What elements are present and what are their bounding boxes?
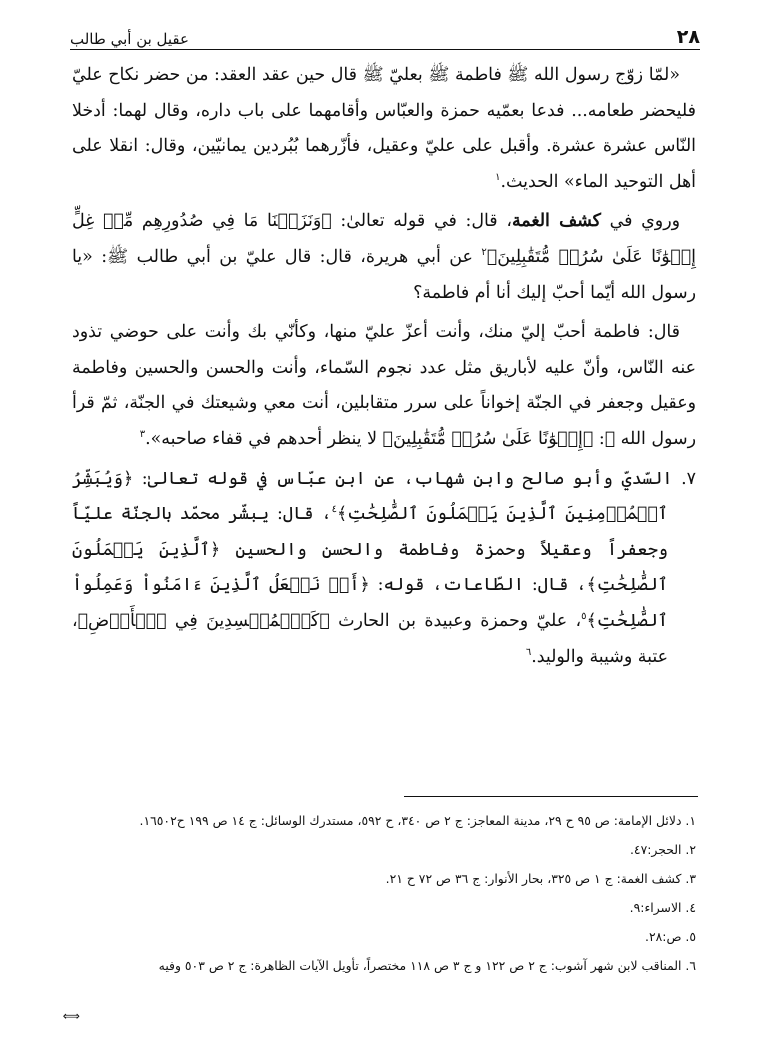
footnote: ٥. ص:٢٨. xyxy=(645,929,696,944)
footnote-ref: ٣ xyxy=(139,429,146,441)
footnote-ref: ٢ xyxy=(481,247,487,259)
header-rule xyxy=(70,49,700,50)
text-run: قال: فاطمة أحبّ إليّ منك، وأنت أعزّ عليّ منها، وكأنّي بك وأنت على حوضي تذود عنه النّاس، وأنّ عليه لأباريق مثل عدد نجوم السّماء، وأنت والحسن والحسين وفاطمة وعقيل وجعفر في الجنّة إخواناً على سرر متقابلين، أنت معي وشيعتك في الجنّة، ثمّ قرأ رسول الله ﷺ: ﴿إِخۡوَٰنًا عَلَىٰ سُرُرٖ مُّتَقَٰبِلِينَ﴾ لا ينظر أحدهم في قفاء صاحبه». xyxy=(72,322,696,449)
text-run: ، عليّ وحمزة وعبيدة بن الحارث ﴿كَٱلۡمُفۡسِدِينَ فِي ٱلۡأَرۡضِ﴾، عتبة وشيبة والوليد. xyxy=(72,610,668,667)
text-run: «لمّا زوّج رسول الله ﷺ فاطمة ﷺ بعليّ ﷺ قال حين عقد العقد: من حضر نكاح عليّ فليحضر طعامه... فدعا بعمّيه حمزة والعبّاس وأقامهما على باب داره، وقال لهما: أدخلا النّاس عشرة عشرة. وأقبل على عليّ وعقيل، فأزّرهما بُبُردين يمانيّين، وقال: انقلا على أهل التوحيد الماء» الحديث. xyxy=(72,65,696,192)
page-number: ٢٨ xyxy=(676,26,700,48)
book-title: كشف الغمة xyxy=(511,211,601,232)
text-run: ٧. السّديّ وأبو صالح وابن شهاب، عن ابن عبّاس في قوله تعالىٰ: ﴿وَيُبَشِّرُ ٱلۡمُؤۡمِنِينَ ٱلَّذِينَ يَعۡمَلُونَ ٱلصَّٰلِحَٰتِ﴾ xyxy=(72,468,696,525)
text-run: وروي في xyxy=(600,211,680,232)
page-header xyxy=(70,18,700,48)
footnote: ٤. الاسراء:٩. xyxy=(629,900,696,915)
footnote-ref: ٤ xyxy=(331,504,337,516)
footnote-ref: ٥ xyxy=(581,611,587,623)
text-run: عن أبي هريرة، قال: قال عليّ بن أبي طالب ﷺ: «يا رسول الله أيّما أحبّ إليك أنا أم فاطمة؟ xyxy=(72,246,696,303)
running-title: عقيل بن أبي طالب xyxy=(70,30,189,48)
footnote-separator xyxy=(404,796,698,797)
footnote-ref: ٦ xyxy=(525,646,532,658)
body-paragraph xyxy=(72,204,696,311)
body-paragraph xyxy=(72,315,696,457)
footnotes xyxy=(72,806,696,980)
footnote: ٣. كشف الغمة: ج ١ ص ٣٢٥، بحار الأنوار: ج ٣٦ ص ٧٢ ح ٢١. xyxy=(385,871,696,886)
text-run: ، قال: في قوله تعالىٰ: ﴿وَنَزَعۡنَا مَا فِي صُدُورِهِم مِّنۡ غِلٍّ إِخۡوَٰنًا عَلَىٰ سُرُرٖ مُّتَقَٰبِلِينَ﴾ xyxy=(72,211,696,267)
body-paragraph xyxy=(72,462,696,676)
footnote-ref: ١ xyxy=(495,171,501,183)
body-paragraph xyxy=(72,58,696,200)
footnote: ٢. الحجر:٤٧. xyxy=(629,842,696,857)
footnote: ٦. المناقب لابن شهر آشوب: ج ٢ ص ١٢٢ و ج ٣ ص ١١٨ مختصراً، تأويل الآيات الظاهرة: ج ٢ ص ٥٠٣ وفيه xyxy=(158,958,696,973)
text-run: ، قال: يبشّر محمّد بالجنّة عليّاً وجعفراً وعقيلاً وحمزة وفاطمة والحسن والحسين ﴿ٱلَّذِينَ يَعۡمَلُونَ ٱلصَّٰلِحَٰتِ﴾، قال: الطّاعات، قوله: ﴿أَمۡ نَجۡعَلُ ٱلَّذِينَ ءَامَنُواْ وَعَمِلُواْ ٱلصَّٰلِحَٰتِ﴾ xyxy=(72,504,668,631)
body-text xyxy=(72,58,696,675)
continuation-mark: ⟺ xyxy=(62,1009,80,1023)
footnote: ١. دلائل الإمامة: ص ٩٥ ح ٢٩، مدينة المعاجز: ج ٢ ص ٣٤٠، ح ٥٩٢، مستدرك الوسائل: ج ١٤ ص ١٩٩ ح١٦٥٠٢. xyxy=(139,813,696,828)
